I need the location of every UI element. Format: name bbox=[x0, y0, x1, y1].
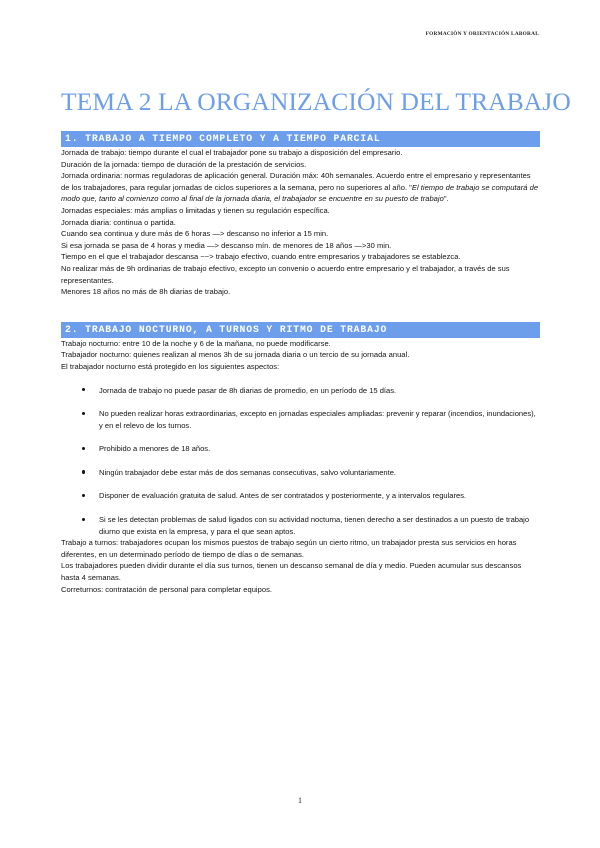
paragraph bbox=[61, 147, 540, 170]
paragraph-line: Jornada diaria: continua o partida. bbox=[61, 217, 176, 227]
protection-list bbox=[61, 385, 540, 538]
paragraph-correturnos bbox=[61, 584, 540, 596]
list-item-text: Ningún trabajador debe estar más de dos semanas consecutivas, salvo voluntariamente. bbox=[99, 467, 397, 477]
paragraph-special-workdays bbox=[61, 205, 540, 217]
paragraph-line: Menores 18 años no más de 8h diarias de trabajo. bbox=[61, 287, 231, 297]
paragraph-shift-work bbox=[61, 537, 540, 560]
paragraph-line: Tiempo en el que el trabajador descansa ~~> trabajo efectivo, cuando entre empresarios y trabajadores se establezca. bbox=[61, 252, 461, 262]
paragraph-line: Trabajo a turnos: trabajadores ocupan los mismos puestos de trabajo según un cierto ritmo, un trabajador presta sus servicios en horas diferentes, en un determinado período de tiempo de días o de semanas. bbox=[61, 538, 517, 559]
paragraph-overtime-limits bbox=[61, 263, 540, 298]
paragraph-line: Trabajo nocturno: entre 10 de la noche y 6 de la mañana, no puede modificarse. bbox=[61, 338, 331, 348]
list-item bbox=[61, 408, 540, 431]
paragraph-line: Si esa jornada se pasa de 4 horas y media —> descanso mín. de menores de 18 años —>30 min. bbox=[61, 240, 392, 250]
paragraph-line: El trabajador nocturno está protegido en los siguientes aspectos: bbox=[61, 361, 280, 371]
paragraph-line: Cuando sea continua y dure más de 6 horas —> descanso no inferior a 15 min. bbox=[61, 229, 329, 239]
legal-quote: El tiempo de trabajo se computará de modo que, tanto al comienzo como al final de la jornada diaria, el trabajador se encuentre en su puesto de trabajo bbox=[61, 182, 539, 204]
bullet-icon bbox=[82, 388, 85, 391]
list-item bbox=[61, 385, 540, 397]
section-heading-2: 2. TRABAJO NOCTURNO, A TURNOS Y RITMO DE TRABAJO bbox=[61, 322, 540, 338]
list-item bbox=[61, 490, 540, 502]
paragraph-line: Jornada de trabajo: tiempo durante el cual el trabajador pone su trabajo a disposición del empresario. bbox=[61, 148, 403, 157]
page-title: TEMA 2 LA ORGANIZACIÓN DEL TRABAJO bbox=[61, 87, 571, 117]
paragraph-line: No realizar más de 9h ordinarias de trabajo efectivo, excepto un convenio o acuerdo entre empresario y el trabajador, a través de sus representantes. bbox=[61, 263, 510, 285]
list-item-text: No pueden realizar horas extraordinarias, excepto en jornadas especiales ampliadas: prevenir y reparar (incendios, inundaciones), y en el relevo de los turnos. bbox=[99, 409, 536, 430]
paragraph-ordinary-workday bbox=[61, 170, 540, 205]
document-body bbox=[61, 131, 540, 595]
paragraph-line: Los trabajadores pueden dividir durante el día sus turnos, tienen un descanso semanal de día y medio. Pueden acumular sus descansos hasta 4 semanas. bbox=[61, 561, 522, 583]
page-number: 1 bbox=[298, 796, 302, 805]
bullet-icon bbox=[82, 412, 85, 415]
list-item-text: Si se les detectan problemas de salud ligados con su actividad nocturna, tienen derecho a ser destinados a un puesto de trabajo diurno que exista en la empresa, y para el que sean aptos. bbox=[99, 515, 530, 536]
bullet-icon bbox=[82, 470, 85, 473]
paragraph-line: Jornadas especiales: más amplias o limitadas y tienen su regulación específica. bbox=[61, 205, 330, 215]
paragraph-rest-periods bbox=[61, 560, 540, 583]
list-item bbox=[61, 467, 540, 479]
list-item bbox=[61, 514, 540, 537]
paragraph-text-tail: ". bbox=[443, 194, 449, 204]
paragraph-text: Jornada ordinaria: normas reguladoras de aplicación general. Duración máx: 40h semanales. Acuerdo entre el empresario y representantes de los trabajadores, para regular jornadas de ciclos superiores a la semana, pero no superiores al año. " bbox=[61, 171, 531, 192]
list-item-text: Disponer de evaluación gratuita de salud. Antes de ser contratados y posteriormente, y a intervalos regulares. bbox=[99, 491, 467, 501]
paragraph-line: Duración de la jornada: tiempo de duración de la prestación de servicios. bbox=[61, 159, 307, 169]
bullet-icon bbox=[82, 447, 85, 450]
section-heading-1: 1. TRABAJO A TIEMPO COMPLETO Y A TIEMPO PARCIAL bbox=[61, 131, 540, 147]
paragraph-line: Correturnos: contratación de personal para completar equipos. bbox=[61, 584, 272, 594]
paragraph-line: Trabajador nocturno: quienes realizan al menos 3h de su jornada diaria o un tercio de su jornada anual. bbox=[61, 350, 410, 360]
list-item-text: Prohibido a menores de 18 años. bbox=[99, 444, 211, 454]
running-header: FORMACIÓN Y ORIENTACIÓN LABORAL bbox=[425, 31, 539, 37]
paragraph-night-work bbox=[61, 338, 540, 361]
list-item bbox=[61, 443, 540, 455]
list-item-text: Jornada de trabajo no puede pasar de 8h diarias de promedio, en un período de 15 días. bbox=[99, 385, 397, 395]
bullet-icon bbox=[82, 494, 85, 497]
paragraph-protection-intro bbox=[61, 361, 540, 373]
paragraph-daily-workday bbox=[61, 217, 540, 263]
bullet-icon bbox=[82, 518, 85, 521]
